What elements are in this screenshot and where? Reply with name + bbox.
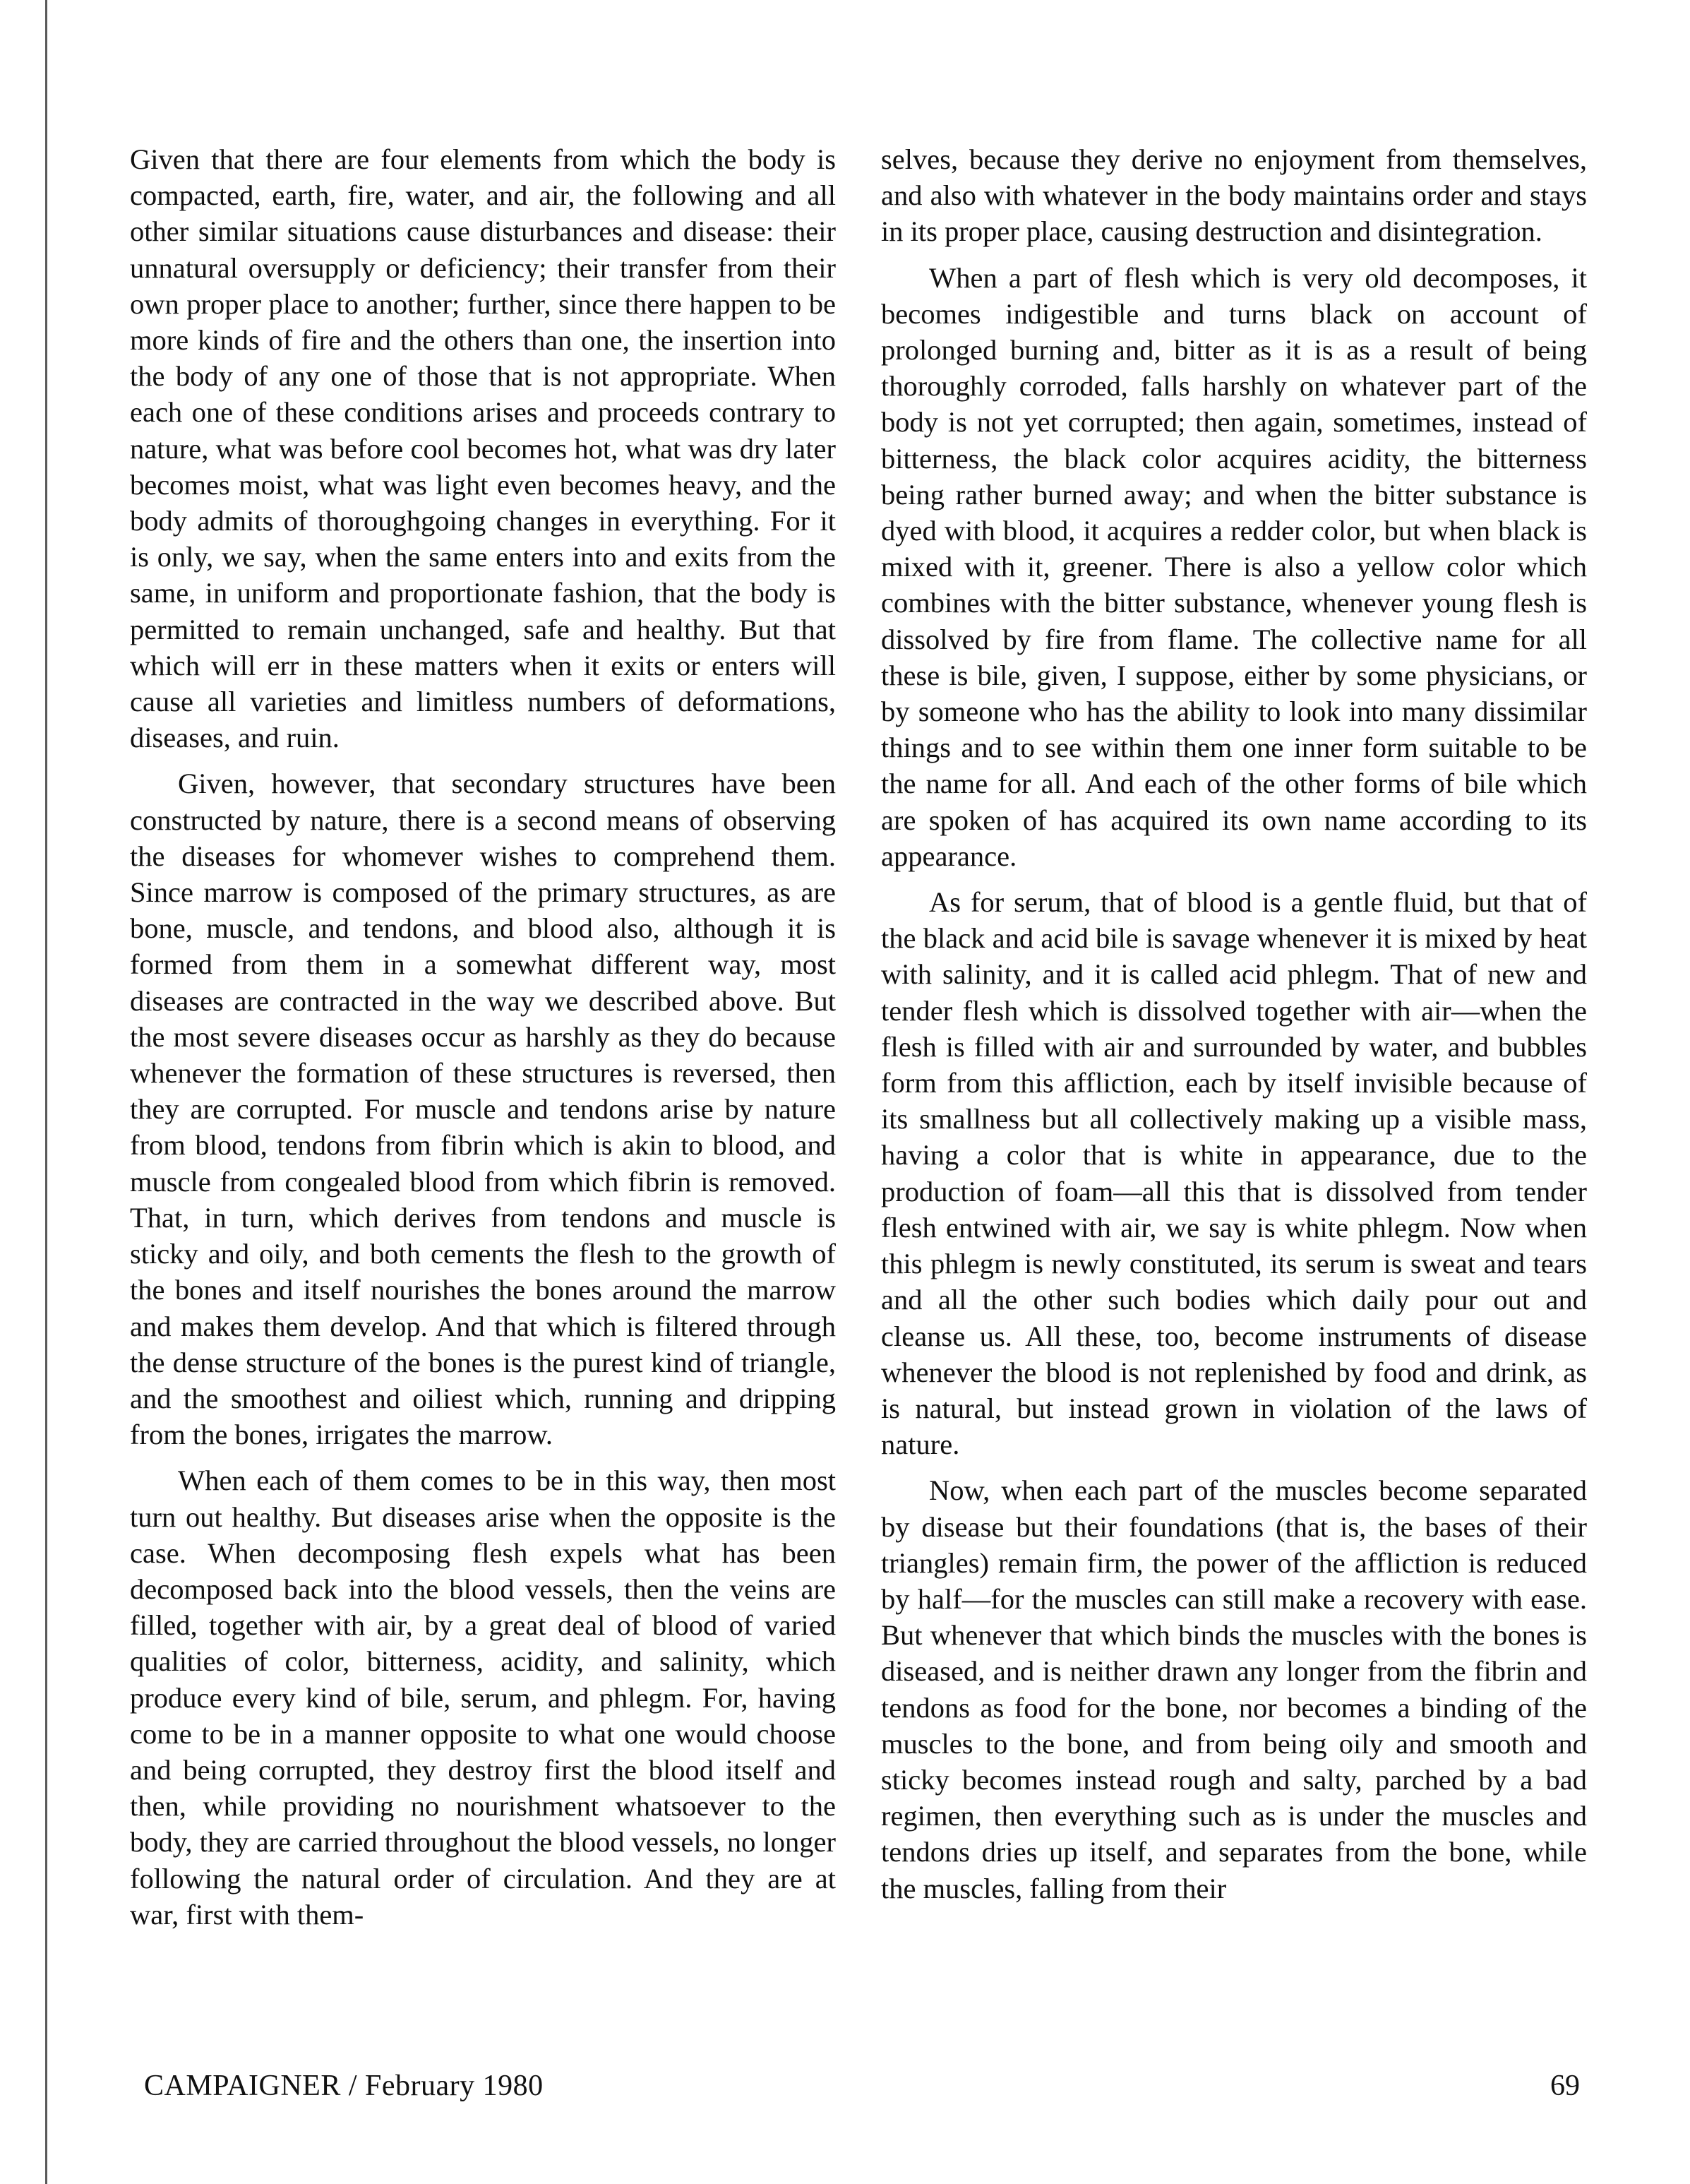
page-binding-edge bbox=[45, 0, 47, 2184]
left-paragraph-3: When each of them comes to be in this way, then most turn out healthy. But diseases arise when the opposite is the case. When decomposing flesh expels what has been decomposed back into the blood vessels, then the veins are filled, together with air, by a great deal of blood of varied qualities of color, bitterness, acidity, and salinity, which produce every kind of bile, serum, and phlegm. For, having come to be in a manner opposite to what one would choose and being corrupted, they destroy first the blood itself and then, while providing no nourishment whatsoever to the body, they are carried throughout the blood vessels, no longer following the natural order of circulation. And they are at war, first with them- bbox=[130, 1464, 836, 1931]
left-column bbox=[130, 141, 836, 1943]
right-column bbox=[881, 141, 1587, 1916]
footer-page-number: 69 bbox=[1550, 2070, 1580, 2102]
left-paragraph-2: Given, however, that secondary structures have been constructed by nature, there is a second means of observing the diseases for whomever wishes to comprehend them. Since marrow is composed of the primary structures, as are bone, muscle, and tendons, and blood also, although it is formed from them in a somewhat different way, most diseases are contracted in the way we described above. But the most severe diseases occur as harshly as they do because whenever the formation of these structures is reversed, then they are corrupted. For muscle and tendons arise by nature from blood, tendons from fibrin which is akin to blood, and muscle from congealed blood from which fibrin is removed. That, in turn, which derives from tendons and muscle is sticky and oily, and both cements the flesh to the growth of the bones and itself nourishes the bones around the marrow and makes them develop. And that which is filtered through the dense structure of the bones is the purest kind of triangle, and the smoothest and oiliest which, running and dripping from the bones, irrigates the marrow. bbox=[130, 768, 836, 1451]
right-paragraph-2: When a part of flesh which is very old decomposes, it becomes indigestible and turns black on account of prolonged burning and, bitter as it is as a result of being thoroughly corroded, falls harshly on whatever part of the body is not yet corrupted; then again, sometimes, instead of bitterness, the black color acquires acidity, the bitterness being rather burned away; and when the bitter substance is dyed with blood, it acquires a redder color, but when black is mixed with it, greener. There is also a yellow color which combines with the bitter substance, whenever young flesh is dissolved by fire from flame. The collective name for all these is bile, given, I suppose, either by some physicians, or by someone who has the ability to look into many dissimilar things and to see within them one inner form suitable to be the name for all. And each of the other forms of bile which are spoken of has acquired its own name according to its appearance. bbox=[881, 261, 1587, 872]
right-paragraph-1: selves, because they derive no enjoyment from themselves, and also with whatever in the body maintains order and stays in its proper place, causing destruction and disintegration. bbox=[881, 143, 1587, 248]
right-paragraph-4: Now, when each part of the muscles become separated by disease but their foundations (that is, the bases of their triangles) remain firm, the power of the affliction is reduced by half—for the muscles can still make a recovery with ease. But whenever that which binds the muscles with the bones is diseased, and is neither drawn any longer from the fibrin and tendons as food for the bone, nor becomes a binding of the muscles to the bone, and from being oily and smooth and sticky becomes instead rough and salty, parched by a bad regimen, then everything such as is under the muscles and tendons dries up itself, and separates from the bone, while the muscles, falling from their bbox=[881, 1474, 1587, 1904]
right-paragraph-3: As for serum, that of blood is a gentle fluid, but that of the black and acid bile is savage whenever it is mixed by heat with salinity, and it is called acid phlegm. That of new and tender flesh which is dissolved together with air—when the flesh is filled with air and surrounded by water, and bubbles form from this affliction, each by itself invisible because of its smallness but all collectively making up a visible mass, having a color that is white in appearance, due to the production of foam—all this that is dissolved from tender flesh entwined with air, we say is white phlegm. Now when this phlegm is newly constituted, its serum is sweat and tears and all the other such bodies which daily pour out and cleanse us. All these, too, become instruments of disease whenever the blood is not replenished by food and drink, as is natural, but instead grown in violation of the laws of nature. bbox=[881, 886, 1587, 1461]
left-paragraph-1: Given that there are four elements from which the body is compacted, earth, fire, water, and air, the following and all other similar situations cause disturbances and disease: their unnatural oversupply or deficiency; their transfer from their own proper place to another; further, since there happen to be more kinds of fire and the others than one, the insertion into the body of any one of those that is not appropriate. When each one of these conditions arises and proceeds contrary to nature, what was before cool becomes hot, what was dry later becomes moist, what was light even becomes heavy, and the body admits of thoroughgoing changes in everything. For it is only, we say, when the same enters into and exits from the same, in uniform and proportionate fashion, that the body is permitted to remain unchanged, safe and healthy. But that which will err in these matters when it exits or enters will cause all varieties and limitless numbers of deformations, diseases, and ruin. bbox=[130, 143, 836, 754]
footer-publication: CAMPAIGNER / February 1980 bbox=[144, 2070, 544, 2102]
